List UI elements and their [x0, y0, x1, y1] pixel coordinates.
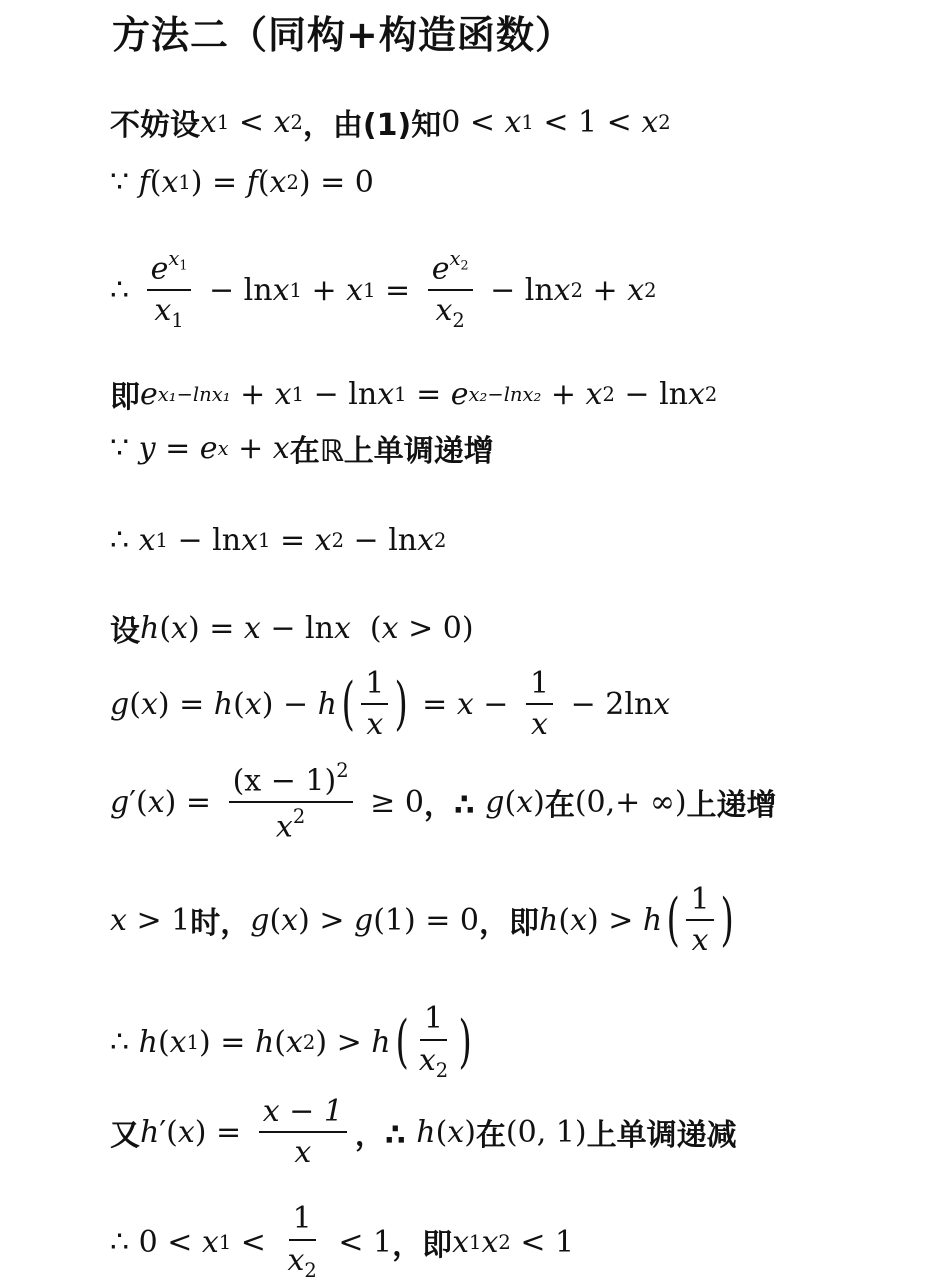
- op: =: [270, 522, 315, 558]
- var-x: x: [516, 784, 534, 820]
- var-x: x: [161, 164, 179, 200]
- var-x: x: [147, 784, 165, 820]
- op: ) >: [586, 902, 643, 938]
- op: − ln: [304, 376, 378, 412]
- text-cn: ，由(1)知: [302, 108, 442, 143]
- frac-den: x: [418, 1042, 436, 1078]
- big-paren-right: ): [394, 670, 409, 737]
- subscript: 2: [286, 170, 299, 194]
- paren: (: [159, 610, 172, 646]
- var-x: x: [417, 522, 435, 558]
- func-h: h: [140, 1114, 160, 1150]
- fraction-one-over-x: [361, 665, 388, 742]
- paren: ): [533, 784, 545, 820]
- frac-num: (x − 1): [232, 763, 337, 799]
- text-cn: 时，: [190, 906, 251, 941]
- paren: (: [274, 1024, 286, 1060]
- prime-paren: ′(: [129, 784, 148, 820]
- text-cn: 在: [475, 1118, 506, 1153]
- op: (1) = 0: [373, 902, 480, 938]
- text-cn: ，∴: [354, 1118, 417, 1153]
- func-f: f: [138, 164, 150, 200]
- text-cn: ，即: [392, 1228, 453, 1263]
- subscript: 1: [171, 308, 184, 332]
- big-paren-left: (: [341, 670, 355, 737]
- op: − ln: [199, 272, 273, 308]
- op: ) =: [164, 784, 221, 820]
- paren: (: [269, 902, 282, 938]
- text-cn: ，∴: [423, 788, 486, 823]
- paren: (: [504, 784, 517, 820]
- therefore-expr: ∴ 0 <: [110, 1224, 202, 1260]
- func-h: h: [138, 1024, 158, 1060]
- var-x: x: [272, 430, 290, 466]
- var-x: x: [456, 686, 474, 722]
- superscript: [168, 246, 188, 273]
- func-h: h: [213, 686, 234, 722]
- var-x: x: [333, 610, 351, 646]
- var-x: x: [381, 610, 399, 646]
- subscript: 1: [178, 170, 191, 194]
- var-x: x: [447, 1114, 465, 1150]
- fraction-e-x1: [147, 246, 192, 332]
- fraction-e-x2: [428, 246, 473, 332]
- subscript: 1: [216, 110, 230, 134]
- superscript: x: [217, 436, 229, 460]
- op: +: [230, 376, 275, 412]
- var-x: x: [269, 164, 287, 200]
- func-g: g: [354, 902, 374, 938]
- paren: (: [435, 1114, 448, 1150]
- op: < 1 <: [533, 104, 642, 140]
- var-x: x: [169, 1024, 187, 1060]
- op: =: [412, 686, 457, 722]
- var-x: x: [281, 902, 299, 938]
- subscript: 2: [498, 1230, 511, 1254]
- func-g: g: [110, 686, 130, 722]
- fraction-one-over-x: [686, 881, 713, 958]
- op: +: [301, 272, 347, 308]
- because-symbol: ∵: [110, 430, 139, 466]
- line-assume-order: [110, 92, 671, 152]
- line-g-derivative: [110, 758, 777, 845]
- fraction-one-over-x: [526, 665, 553, 742]
- func-g: g: [110, 784, 130, 820]
- var-x: x: [154, 292, 172, 328]
- var-x: x: [504, 104, 522, 140]
- var-x: x: [273, 104, 291, 140]
- op: − ln: [614, 376, 688, 412]
- superscript: x₂−lnx₂: [468, 382, 542, 406]
- op: − ln: [167, 522, 242, 558]
- therefore-symbol: ∴: [110, 1024, 139, 1060]
- line-conclusion: [110, 1201, 575, 1281]
- subscript: 2: [452, 308, 465, 332]
- frac-num: 1: [526, 668, 553, 706]
- op: − ln: [480, 272, 554, 308]
- subscript: 2: [290, 110, 303, 134]
- var-x: x: [641, 104, 659, 140]
- superscript: 2: [336, 758, 349, 782]
- fraction-derivative: [229, 758, 353, 845]
- var-x: x: [314, 522, 332, 558]
- func-g: g: [485, 784, 505, 820]
- var-x: x: [627, 272, 645, 308]
- big-paren-right: ): [720, 886, 734, 953]
- paren: (: [129, 686, 141, 722]
- fraction-h-derivative: [259, 1093, 347, 1170]
- var-x: x: [553, 272, 571, 308]
- page-title: 方法二（同构+构造函数）: [112, 13, 574, 57]
- paren: (: [157, 1024, 170, 1060]
- op: +: [583, 272, 628, 308]
- func-h: h: [317, 686, 337, 722]
- op: ) =: [190, 164, 247, 200]
- op: ) >: [298, 902, 354, 938]
- var-x: x: [585, 376, 603, 412]
- paren: (: [257, 164, 270, 200]
- op: ) = 0: [298, 164, 374, 200]
- op: ) =: [157, 686, 214, 722]
- subscript: 2: [644, 278, 657, 302]
- op: <: [231, 1224, 276, 1260]
- frac-den: x: [691, 923, 709, 958]
- big-paren-right: ): [458, 1008, 472, 1075]
- interval: (0, 1): [505, 1114, 587, 1150]
- line-fraction-equation: [110, 246, 657, 332]
- line-monotonic-y: [110, 418, 494, 478]
- op: − ln: [260, 610, 334, 646]
- func-h: h: [416, 1114, 436, 1150]
- op: +: [541, 376, 586, 412]
- text-cn: 上递增: [686, 788, 777, 823]
- op: <: [229, 104, 274, 140]
- subscript: 1: [218, 1230, 232, 1254]
- fraction-one-over-x2: [283, 1203, 320, 1281]
- text-cn: 在ℝ上单调递增: [289, 434, 494, 469]
- text-cn: 上单调递减: [586, 1118, 737, 1153]
- subscript: 1: [289, 278, 302, 302]
- var-x: x: [481, 1224, 499, 1260]
- frac-den: x: [287, 1242, 305, 1278]
- subscript: 1: [469, 1230, 482, 1254]
- text-cn: 在: [544, 788, 575, 823]
- op: < 1: [328, 1224, 393, 1260]
- op: − 2ln: [561, 686, 654, 722]
- paren: (: [233, 686, 245, 722]
- op: ≥ 0: [360, 784, 424, 820]
- op: (: [350, 610, 382, 646]
- op: =: [375, 272, 420, 308]
- line-exponent-form: [110, 364, 717, 424]
- text-cn: 设: [110, 614, 140, 649]
- text-cn: 即: [110, 380, 140, 415]
- var-x: x: [201, 1224, 219, 1260]
- line-define-g: [110, 664, 670, 744]
- func-h: h: [254, 1024, 275, 1060]
- subscript: 1: [155, 528, 168, 552]
- text-cn: 不妨设: [110, 108, 200, 143]
- op: ) >: [315, 1024, 372, 1060]
- sup-sub: 2: [460, 257, 469, 273]
- frac-num: x − 1: [259, 1096, 347, 1134]
- paren: ): [464, 1114, 476, 1150]
- subscript: 1: [521, 110, 534, 134]
- subscript: 2: [331, 528, 344, 552]
- op: < 1: [510, 1224, 575, 1260]
- line-define-h: [110, 598, 474, 658]
- frac-num: 1: [686, 884, 713, 922]
- subscript: 1: [394, 382, 407, 406]
- text-cn: ，即: [479, 906, 540, 941]
- var-x: x: [138, 522, 156, 558]
- subscript: 2: [434, 528, 447, 552]
- big-paren-left: (: [395, 1008, 409, 1075]
- var-x: x: [171, 610, 188, 646]
- var-x: x: [241, 522, 259, 558]
- euler-e: e: [150, 251, 169, 287]
- func-g: g: [250, 902, 270, 938]
- func-f: f: [246, 164, 258, 200]
- because-symbol: ∵: [110, 164, 139, 200]
- var-x: x: [377, 376, 395, 412]
- sup-sub: 1: [179, 257, 188, 273]
- op: =: [406, 376, 451, 412]
- line-f-equal: [110, 152, 374, 212]
- var-x: x: [200, 104, 217, 140]
- subscript: 1: [291, 382, 305, 406]
- line-h-compare: [110, 1002, 476, 1082]
- op: > 0): [398, 610, 474, 646]
- subscript: 2: [602, 382, 615, 406]
- subscript: 1: [363, 278, 376, 302]
- subscript: 2: [435, 1058, 449, 1082]
- subscript: 2: [570, 278, 583, 302]
- var-x: x: [653, 686, 671, 722]
- op: −: [473, 686, 518, 722]
- euler-e: e: [431, 251, 450, 287]
- var-x: x: [110, 902, 127, 938]
- paren: (: [149, 164, 162, 200]
- var-x: x: [274, 376, 292, 412]
- op: > 1: [126, 902, 191, 938]
- line-h-derivative: [110, 1092, 737, 1172]
- subscript: 1: [186, 1030, 200, 1054]
- var-x: x: [570, 902, 587, 938]
- var-x: x: [140, 686, 158, 722]
- var-x: x: [435, 292, 453, 328]
- subscript: 2: [304, 1258, 317, 1281]
- var-x: x: [243, 610, 261, 646]
- op: − ln: [344, 522, 418, 558]
- frac-den: x: [275, 809, 293, 845]
- var-x: x: [244, 686, 262, 722]
- func-h: h: [642, 902, 663, 938]
- func-h: h: [539, 902, 559, 938]
- sup-x: x: [449, 246, 461, 270]
- op: +: [228, 430, 273, 466]
- text-cn: 又: [110, 1118, 140, 1153]
- euler-e: e: [450, 376, 469, 412]
- op: 0 <: [441, 104, 505, 140]
- superscript: x₁−lnx₁: [157, 382, 231, 406]
- therefore-symbol: ∴: [110, 522, 139, 558]
- superscript: 2: [292, 805, 306, 828]
- paren: (: [558, 902, 571, 938]
- line-x-greater-1: [110, 880, 738, 960]
- var-x: x: [346, 272, 364, 308]
- var-x: x: [452, 1224, 470, 1260]
- euler-e: e: [199, 430, 218, 466]
- frac-num: 1: [361, 668, 388, 706]
- subscript: 1: [258, 528, 271, 552]
- op: ) =: [194, 1114, 251, 1150]
- fraction-one-over-x2: [415, 1003, 452, 1081]
- frac-num: 1: [420, 1003, 447, 1041]
- line-equal-diff: [110, 510, 446, 570]
- op: =: [155, 430, 200, 466]
- var-x: x: [688, 376, 705, 412]
- interval: (0,+ ∞): [574, 784, 687, 820]
- var-x: x: [272, 272, 290, 308]
- func-h: h: [371, 1024, 391, 1060]
- var-y: y: [138, 430, 156, 466]
- frac-den: x: [294, 1135, 312, 1170]
- op: ) =: [187, 610, 244, 646]
- var-x: x: [285, 1024, 303, 1060]
- therefore-symbol: ∴: [110, 272, 139, 308]
- euler-e: e: [140, 376, 158, 412]
- op: ) =: [199, 1024, 255, 1060]
- func-h: h: [140, 610, 160, 646]
- var-x: x: [177, 1114, 195, 1150]
- big-paren-left: (: [666, 886, 681, 953]
- sup-x: x: [168, 246, 180, 270]
- subscript: 2: [658, 110, 671, 134]
- frac-den: x: [531, 707, 548, 742]
- prime-paren: ′(: [159, 1114, 178, 1150]
- subscript: 2: [704, 382, 718, 406]
- subscript: 2: [302, 1030, 316, 1054]
- op: ) −: [261, 686, 318, 722]
- frac-num: 1: [289, 1203, 316, 1241]
- frac-den: x: [366, 707, 384, 742]
- superscript: [449, 246, 469, 273]
